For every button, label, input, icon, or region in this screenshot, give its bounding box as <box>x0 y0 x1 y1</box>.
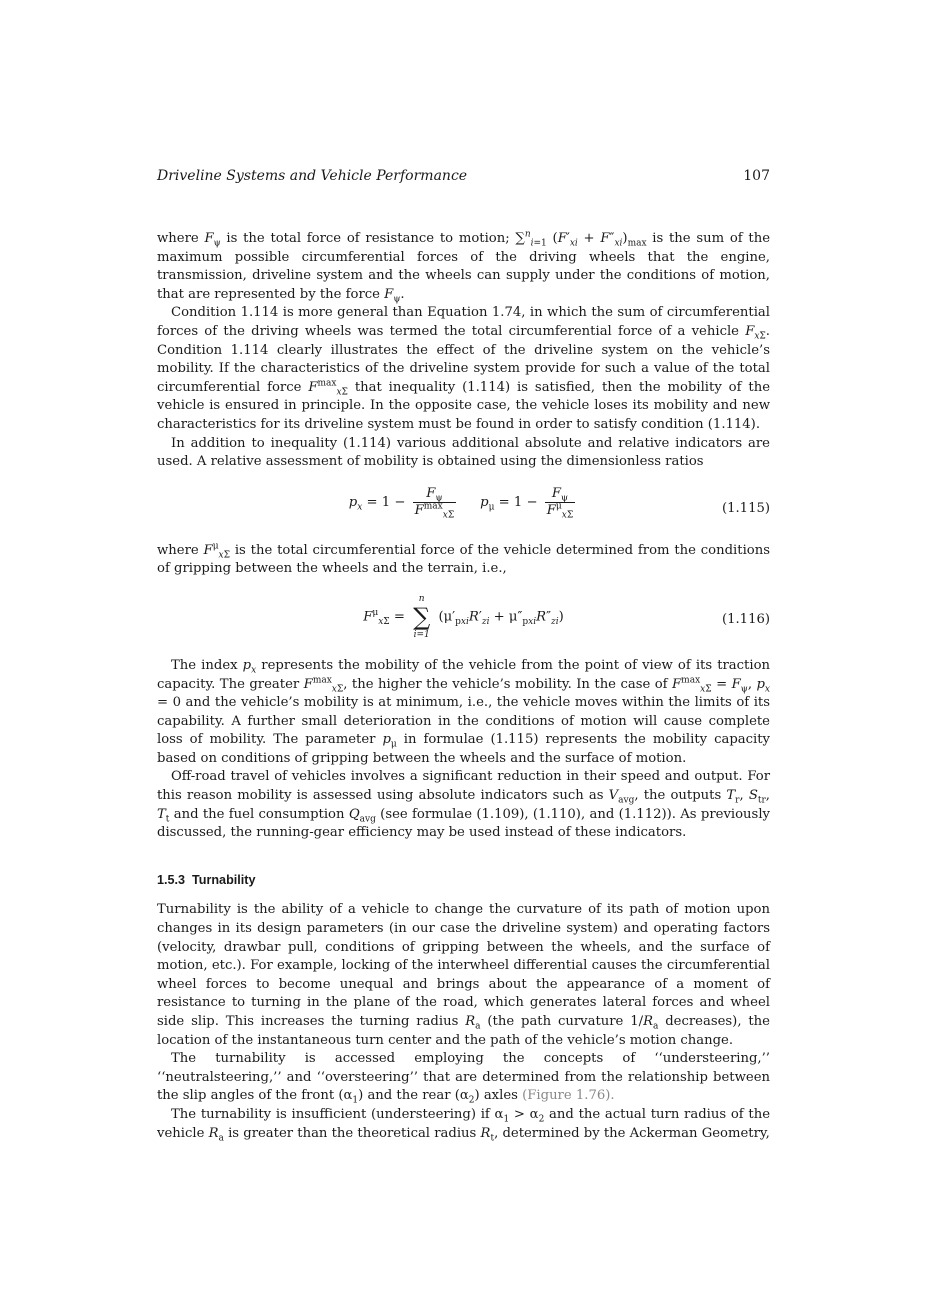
body-text <box>157 230 770 1143</box>
running-header <box>157 168 770 184</box>
paragraph-6: Off-road travel of vehicles involves a significant reduction in their speed and output. For this reason mobility is assessed using absolute indicators such as $V_{avg}$, the outputs $T_r$, $S_{tr}$, $T_t$ and the fuel consumption $Q_{avg}$ (see formulae (1.109), (1.110), and (1.112)). As previously discussed, the running-gear efficiency may be used instead of these indicators. <box>157 769 770 841</box>
paragraph-3: In addition to inequality (1.114) various additional absolute and relative indicators are used. A relative assessment of mobility is obtained using the dimensionless ratios <box>157 435 770 470</box>
equation-number: (1.116) <box>721 611 770 627</box>
paragraph-7: Turnability is the ability of a vehicle to change the curvature of its path of motion upon changes in its design parameters (in our case the driveline system) and operating factors (velocity, drawbar pull, conditions of gripping between the wheels, and the surface of motion, etc.). For example, locking of the interwheel differential causes the circumferential wheel forces to become unequal and brings about the appearance of a moment of resistance to turning in the plane of the road, which generates lateral forces and wheel side slip. This increases the turning radius $R_a$ (the path curvature $1/R_a$ decreases), the location of the instantaneous turn center and the path of the vehicle’s motion change. <box>157 902 770 1048</box>
page-number: 107 <box>743 168 770 184</box>
paragraph-8: The turnability is accessed employing the concepts of ‘‘understeering,’’ ‘‘neutralsteering,’’ and ‘‘oversteering’’ that are determined from the relationship between the slip angles of the front $(\alpha_1)$ and the rear $(\alpha_2)$ axles (Figure 1.76). <box>157 1051 770 1107</box>
equation-1-116: $F^\mu_{x\Sigma}$ = n ∑ i=1 $(\mu'_{pxi}R'_{zi} + \mu''_{pxi}R''_{zi})$ (1.116) <box>363 593 770 640</box>
section-title: Turnability <box>192 872 256 887</box>
figure-reference-link[interactable]: (Figure 1.76). <box>522 1088 615 1104</box>
paragraph-4: where $F^\mu_{x\Sigma}$ is the total circumferential force of the vehicle determined from the conditions of gripping between the wheels and the terrain, i.e., <box>157 541 770 577</box>
equation-number: (1.115) <box>721 500 770 516</box>
paragraph-1: where $F_\psi$ is the total force of resistance to motion; ∑$^n_{i=1}$ $(F'_{xi} + F''_{xi})_{max}$ is the sum of the maximum possible circumferential forces of the driving wheels that the engine, transmission, driveline system and the wheels can supply under the conditions of motion, that are represented by the force $F_\psi$. <box>157 229 770 305</box>
section-number: 1.5.3 <box>157 872 186 887</box>
paragraph-5: The index $p_x$ represents the mobility of the vehicle from the point of view of its traction capacity. The greater $F^{max}_{x\Sigma}$, the higher the vehicle’s mobility. In the case of $F^{max}_{x\Sigma} = F_\psi$, $p_x = 0$ and the vehicle’s mobility is at minimum, i.e., the vehicle moves within the limits of its capability. A further small deterioration in the conditions of motion will cause complete loss of mobility. The parameter $p_\mu$ in formulae (1.115) represents the mobility capacity based on conditions of gripping between the wheels and the surface of motion. <box>157 657 771 766</box>
section-heading <box>157 871 770 890</box>
equation-1-115: $p_x = 1$ − $\frac{F_\psi}{F^{max}_{x\Sigma}}$ $p_\mu = 1$ − $\frac{F_\psi}{F^\mu_{x\Sigma}}$ (1.115) <box>348 485 770 521</box>
paragraph-9: The turnability is insufficient (understeering) if $\alpha_1 > \alpha_2$ and the actual turn radius of the vehicle $R_a$ is greater than the theoretical radius $R_t$, determined by the Ackerman Geometry, <box>157 1106 771 1144</box>
paragraph-2: Condition 1.114 is more general than Equation 1.74, in which the sum of circumferential forces of the driving wheels was termed the total circumferential force of a vehicle $F_{x\Sigma}$. Condition 1.114 clearly illustrates the effect of the driveline system on the vehicle’s mobility. If the characteristics of the driveline system provide for such a value of the total circumferential force $F^{max}_{x\Sigma}$ that inequality (1.114) is satisfied, then the mobility of the vehicle is ensured in principle. In the opposite case, the vehicle loses its mobility and new characteristics for its driveline system must be found in order to satisfy condition (1.114). <box>157 305 770 432</box>
running-title: Driveline Systems and Vehicle Performance <box>157 168 468 184</box>
